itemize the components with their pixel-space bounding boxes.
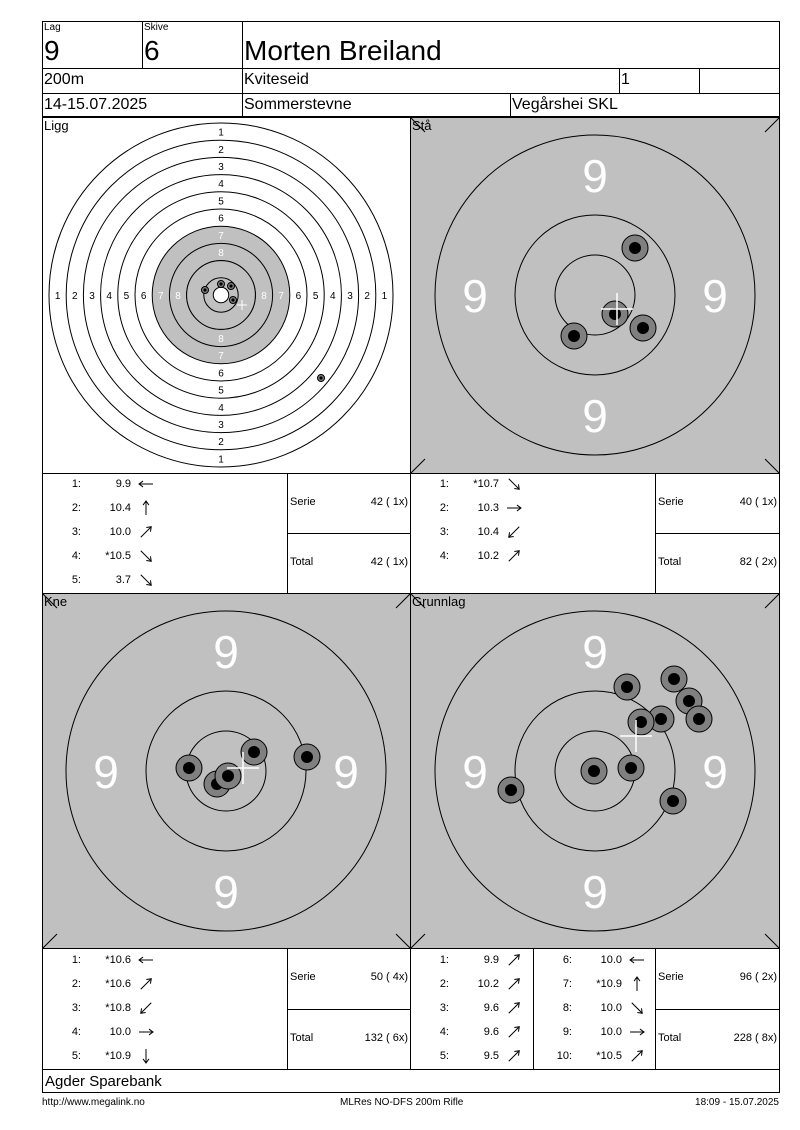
total-value: 42 ( 1x) <box>370 556 408 568</box>
direction-arrow-icon <box>137 952 155 968</box>
shot-row <box>411 550 531 574</box>
shot-value: *10.8 <box>105 1002 131 1014</box>
direction-arrow-icon <box>505 1000 523 1016</box>
ring-number-label: 4 <box>218 179 224 191</box>
shot-direction <box>628 1048 646 1064</box>
ring-number-label: 1 <box>381 291 388 302</box>
shot-number: 4: <box>71 550 81 562</box>
arrow-shaft <box>509 1003 520 1014</box>
shot-hole-center <box>568 330 580 342</box>
shot-number: 1: <box>439 478 449 490</box>
shot-hole-center <box>219 282 222 285</box>
summary-kne <box>288 949 410 1070</box>
shot-row <box>411 978 531 1002</box>
shot-row <box>43 1002 163 1026</box>
shot-number: 2: <box>71 502 81 514</box>
ring-number-label: 9 <box>462 270 488 322</box>
shot-value: 10.4 <box>477 526 499 538</box>
shot-hole-center <box>683 695 695 707</box>
shot-direction <box>137 1024 155 1040</box>
shot-number: 1: <box>71 478 81 490</box>
direction-arrow-icon <box>505 1048 523 1064</box>
shot-hole-center <box>621 681 633 693</box>
arrow-shaft <box>141 979 152 990</box>
ring-number-label: 7 <box>218 230 224 242</box>
shot-direction <box>505 476 523 492</box>
ring-number-label: 3 <box>218 162 224 173</box>
shot-number: 3: <box>71 526 81 538</box>
shot-value: 10.2 <box>477 550 499 562</box>
shot-value: 10.0 <box>600 1026 622 1038</box>
sponsor-name: Agder Sparebank <box>45 1073 162 1090</box>
shot-row <box>43 954 163 978</box>
ring-number-label: 9 <box>213 866 239 918</box>
shot-list-kne <box>43 954 287 1069</box>
arrow-shaft <box>509 955 520 966</box>
position-title-ligg: Ligg <box>44 118 69 133</box>
shot-row <box>534 1026 654 1050</box>
shot-list-grunnlag-2 <box>534 954 656 1069</box>
target-grunnlag-svg <box>411 594 779 948</box>
ring-number-label: 8 <box>261 291 267 302</box>
summary-grunnlag <box>656 949 779 1070</box>
ring-number-label: 8 <box>218 334 224 345</box>
shot-value: *10.9 <box>105 1050 131 1062</box>
footer-program: MLRes NO-DFS 200m Rifle <box>340 1097 464 1108</box>
direction-arrow-icon <box>137 976 155 992</box>
shot-number: 2: <box>439 502 449 514</box>
ring-number-label: 5 <box>218 196 224 208</box>
event-cell <box>242 94 510 117</box>
shot-row <box>411 478 531 502</box>
ring-number-label: 4 <box>218 402 224 414</box>
shot-number: 1: <box>439 954 449 966</box>
arrow-shaft <box>632 1003 643 1014</box>
direction-arrow-icon <box>505 976 523 992</box>
arrow-shaft <box>509 479 520 490</box>
shot-direction <box>505 1000 523 1016</box>
target-sta <box>411 118 779 473</box>
location: Kviteseid <box>244 71 309 88</box>
shot-value: 10.4 <box>109 502 131 514</box>
shot-value: *10.5 <box>596 1050 622 1062</box>
ring-number-label: 1 <box>54 291 61 302</box>
direction-arrow-icon <box>628 1000 646 1016</box>
lag-cell <box>42 21 142 69</box>
shot-hole-center <box>655 713 667 725</box>
total-label: Total <box>290 556 314 568</box>
class-value: 1 <box>621 71 630 88</box>
ring-number-label: 5 <box>218 385 224 397</box>
shot-number: 5: <box>439 1050 449 1062</box>
serie-value: 40 ( 1x) <box>739 496 777 508</box>
shot-hole-center <box>637 322 649 334</box>
shot-value: 3.7 <box>115 574 131 586</box>
date: 14-15.07.2025 <box>44 96 148 113</box>
lag-value: 9 <box>44 35 60 66</box>
shot-direction <box>628 1000 646 1016</box>
shot-row <box>43 478 163 502</box>
shot-hole-center <box>505 784 517 796</box>
direction-arrow-icon <box>137 1000 155 1016</box>
shot-row <box>43 978 163 1002</box>
shot-row <box>43 550 163 574</box>
name-cell <box>242 21 780 69</box>
ring-number-label: 9 <box>582 390 608 442</box>
ring-number-label: 3 <box>218 420 224 431</box>
direction-arrow-icon <box>137 1048 155 1064</box>
shot-direction <box>137 1048 155 1064</box>
arrow-shaft <box>632 1051 643 1062</box>
shot-hole-center <box>301 751 313 763</box>
direction-arrow-icon <box>137 548 155 564</box>
arrow-shaft <box>509 1027 520 1038</box>
ring-number-label: 7 <box>278 291 284 302</box>
arrow-shaft <box>141 1003 152 1014</box>
shot-number: 8: <box>562 1002 572 1014</box>
shot-direction <box>505 976 523 992</box>
ring-number-label: 5 <box>312 291 319 302</box>
shot-hole-center <box>668 673 680 685</box>
direction-arrow-icon <box>137 572 155 588</box>
ring-number-label: 8 <box>175 291 181 302</box>
total-value: 82 ( 2x) <box>739 556 777 568</box>
shot-hole-center <box>231 298 234 301</box>
shot-list-grunnlag-1 <box>411 954 533 1069</box>
direction-arrow-icon <box>137 524 155 540</box>
ring-number-label: 9 <box>93 746 119 798</box>
shot-value: 10.0 <box>109 1026 131 1038</box>
direction-arrow-icon <box>137 500 155 516</box>
total-label: Total <box>290 1032 314 1044</box>
club-name: Vegårshei SKL <box>512 96 618 113</box>
shot-direction <box>505 952 523 968</box>
shot-hole-center <box>229 284 232 287</box>
direction-arrow-icon <box>505 1024 523 1040</box>
position-title-grunnlag: Grunnlag <box>412 594 466 609</box>
arrow-shaft <box>509 1051 520 1062</box>
shot-direction <box>137 952 155 968</box>
total-value: 228 ( 8x) <box>733 1032 777 1044</box>
shooter-name: Morten Breiland <box>244 35 442 66</box>
ring-number-label: 4 <box>106 291 112 302</box>
shot-list-sta <box>411 478 655 593</box>
shot-direction <box>137 476 155 492</box>
shot-direction <box>137 548 155 564</box>
shot-row <box>411 526 531 550</box>
shot-list-ligg <box>43 478 287 593</box>
shot-row <box>534 1002 654 1026</box>
shot-row <box>411 954 531 978</box>
ring-number-label: 9 <box>213 626 239 678</box>
arrow-shaft <box>141 575 152 586</box>
shot-direction <box>505 1024 523 1040</box>
class-cell <box>619 69 699 93</box>
shot-direction <box>628 1024 646 1040</box>
direction-arrow-icon <box>505 500 523 516</box>
shot-row <box>411 1026 531 1050</box>
shot-direction <box>628 976 646 992</box>
direction-arrow-icon <box>505 548 523 564</box>
skive-label: Skive <box>144 22 169 33</box>
serie-label: Serie <box>658 971 684 983</box>
shot-value: *10.9 <box>596 978 622 990</box>
ring-number-label: 2 <box>72 291 78 302</box>
shot-hole-center <box>203 288 206 291</box>
shot-hole-center <box>629 242 641 254</box>
skive-cell <box>142 21 242 69</box>
ring-number-label: 7 <box>218 351 224 363</box>
shot-value: *10.7 <box>473 478 499 490</box>
direction-arrow-icon <box>505 524 523 540</box>
skive-value: 6 <box>144 35 160 66</box>
ring-number-label: 4 <box>330 291 336 302</box>
ring-number-label: 9 <box>582 626 608 678</box>
target-sta-svg <box>411 118 779 473</box>
ring-number-label: 5 <box>123 291 130 302</box>
shot-number: 2: <box>439 978 449 990</box>
shot-number: 2: <box>71 978 81 990</box>
distance: 200m <box>44 71 85 88</box>
position-title-kne: Kne <box>44 594 68 609</box>
ring-number-label: 3 <box>347 291 353 302</box>
ring-number-label: 9 <box>582 866 608 918</box>
shot-direction <box>505 548 523 564</box>
direction-arrow-icon <box>505 952 523 968</box>
inner-ten <box>213 287 228 302</box>
shot-value: *10.6 <box>105 954 131 966</box>
arrow-shaft <box>141 527 152 538</box>
serie-value: 96 ( 2x) <box>739 971 777 983</box>
sponsor-box <box>42 1069 780 1093</box>
shot-direction <box>137 976 155 992</box>
ring-number-label: 7 <box>158 291 164 302</box>
shot-hole-center <box>183 762 195 774</box>
target-grunnlag <box>411 594 779 948</box>
shot-row <box>411 1002 531 1026</box>
shot-row <box>43 502 163 526</box>
ring-number-label: 9 <box>702 270 728 322</box>
ring-number-label: 6 <box>140 291 147 302</box>
club-cell <box>510 94 780 117</box>
shot-number: 3: <box>439 526 449 538</box>
summary-ligg <box>288 474 410 593</box>
footer-url[interactable]: http://www.megalink.no <box>42 1097 145 1108</box>
total-label: Total <box>658 556 682 568</box>
shot-number: 4: <box>439 1026 449 1038</box>
shot-value: 9.9 <box>115 478 131 490</box>
shot-direction <box>137 500 155 516</box>
shot-row <box>411 502 531 526</box>
shot-number: 3: <box>439 1002 449 1014</box>
summary-sta <box>656 474 779 593</box>
direction-arrow-icon <box>628 1024 646 1040</box>
target-kne <box>43 594 410 948</box>
ring-number-label: 9 <box>702 746 728 798</box>
arrow-shaft <box>509 527 520 538</box>
shot-hole-center <box>248 746 260 758</box>
shot-hole-center <box>667 795 679 807</box>
serie-value: 50 ( 4x) <box>370 971 408 983</box>
shot-number: 4: <box>439 550 449 562</box>
shot-number: 5: <box>71 1050 81 1062</box>
ring-number-label: 6 <box>218 368 224 380</box>
shot-value: 10.0 <box>109 526 131 538</box>
shot-number: 10: <box>556 1050 572 1062</box>
shot-number: 6: <box>562 954 572 966</box>
target-ligg-svg <box>43 118 410 473</box>
ring-number-label: 1 <box>218 454 224 466</box>
distance-cell <box>42 69 242 93</box>
direction-arrow-icon <box>137 1024 155 1040</box>
serie-value: 42 ( 1x) <box>370 496 408 508</box>
shot-row <box>43 574 163 598</box>
total-label: Total <box>658 1032 682 1044</box>
shot-direction <box>505 1048 523 1064</box>
direction-arrow-icon <box>628 1048 646 1064</box>
ring-number-label: 3 <box>89 291 95 302</box>
ring-number-label: 8 <box>218 248 224 259</box>
direction-arrow-icon <box>628 952 646 968</box>
shot-direction <box>505 524 523 540</box>
ring-number-label: 2 <box>218 437 224 449</box>
direction-arrow-icon <box>137 476 155 492</box>
ring-number-label: 6 <box>295 291 302 302</box>
target-ligg <box>43 118 410 473</box>
shot-number: 3: <box>71 1002 81 1014</box>
shot-direction <box>137 572 155 588</box>
ring-number-label: 9 <box>582 150 608 202</box>
shot-row <box>534 978 654 1002</box>
shot-direction <box>137 1000 155 1016</box>
shot-number: 4: <box>71 1026 81 1038</box>
shot-number: 7: <box>562 978 572 990</box>
shot-value: *10.5 <box>105 550 131 562</box>
arrow-shaft <box>509 979 520 990</box>
arrow-shaft <box>509 551 520 562</box>
position-title-sta: Stå <box>412 118 432 133</box>
ring-number-label: 2 <box>218 144 224 156</box>
serie-label: Serie <box>658 496 684 508</box>
shot-direction <box>628 952 646 968</box>
shot-hole-center <box>319 376 322 379</box>
shot-value: 10.0 <box>600 954 622 966</box>
shot-value: 9.6 <box>483 1026 499 1038</box>
shot-value: 10.3 <box>477 502 499 514</box>
ring-number-label: 9 <box>462 746 488 798</box>
shot-row <box>43 1026 163 1050</box>
arrow-shaft <box>141 551 152 562</box>
shot-hole-center <box>609 308 621 320</box>
shot-number: 9: <box>562 1026 572 1038</box>
shot-direction <box>505 500 523 516</box>
event-name: Sommerstevne <box>244 96 352 113</box>
shot-row <box>43 526 163 550</box>
ring-number-label: 6 <box>218 213 224 225</box>
ring-number-label: 2 <box>364 291 370 302</box>
shot-direction <box>137 524 155 540</box>
shot-row <box>534 954 654 978</box>
shot-number: 5: <box>71 574 81 586</box>
serie-label: Serie <box>290 971 316 983</box>
shot-value: *10.6 <box>105 978 131 990</box>
shot-hole-center <box>693 713 705 725</box>
shot-value: 9.9 <box>483 954 499 966</box>
shot-hole-center <box>635 716 647 728</box>
shot-value: 10.2 <box>477 978 499 990</box>
direction-arrow-icon <box>628 976 646 992</box>
shot-value: 9.6 <box>483 1002 499 1014</box>
date-cell <box>42 94 242 117</box>
lag-label: Lag <box>44 22 61 33</box>
direction-arrow-icon <box>505 476 523 492</box>
shot-hole-center <box>588 765 600 777</box>
ring-number-label: 1 <box>218 127 224 139</box>
shot-value: 10.0 <box>600 1002 622 1014</box>
footer-timestamp: 18:09 - 15.07.2025 <box>695 1097 779 1108</box>
total-value: 132 ( 6x) <box>364 1032 408 1044</box>
serie-label: Serie <box>290 496 316 508</box>
shot-hole-center <box>625 762 637 774</box>
shot-number: 1: <box>71 954 81 966</box>
shot-hole-center <box>222 770 234 782</box>
shot-value: 9.5 <box>483 1050 499 1062</box>
location-cell <box>242 69 619 93</box>
ring-number-label: 9 <box>333 746 359 798</box>
target-kne-svg <box>43 594 410 948</box>
